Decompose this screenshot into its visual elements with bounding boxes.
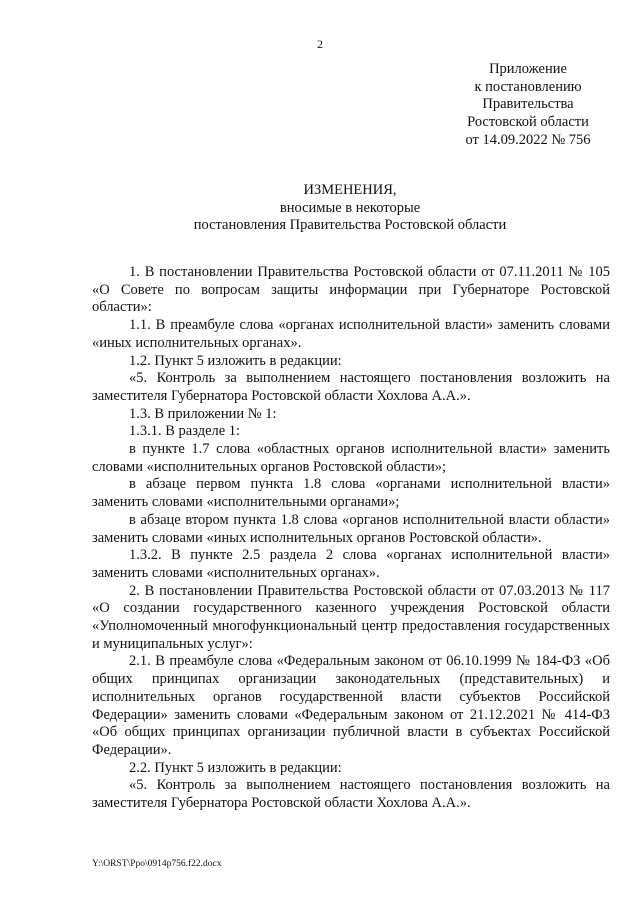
paragraph: 2.2. Пункт 5 изложить в редакции: — [129, 759, 342, 776]
paragraph: 1.3.2. В пункте 2.5 раздела 2 слова «органах исполнительной власти» заменить словами «исполнительных органах». — [92, 547, 610, 581]
paragraph: 2.1. В преамбуле слова «Федеральным законом от 06.10.1999 № 184-ФЗ «Об общих принципах организации законодательных (представительных) и исполнительных органов государственной власти субъектов Российской Федерации» заменить словами «Федеральным законом от 21.12.2021 № 414-ФЗ «Об общих принципах организации публичной власти в субъектах Российской Федерации». — [92, 653, 610, 758]
document-title: ИЗМЕНЕНИЯ, — [303, 182, 397, 198]
document-subtitle: вносимые в некоторые — [279, 199, 421, 216]
document-subtitle: постановления Правительства Ростовской области — [193, 217, 507, 234]
paragraph: 1.1. В преамбуле слова «органах исполнительной власти» заменить словами «иных исполнительных органах». — [92, 317, 610, 351]
appendix-line: Приложение — [489, 61, 567, 77]
paragraph: 1.3. В приложении № 1: — [129, 405, 277, 422]
appendix-line: к постановлению — [474, 78, 582, 95]
paragraph: в пункте 1.7 слова «областных органов исполнительной власти» заменить словами «исполнительных органов Ростовской области»; — [92, 441, 610, 475]
document-heading — [0, 182, 640, 235]
paragraph: 1.2. Пункт 5 изложить в редакции: — [129, 352, 342, 369]
appendix-block — [432, 61, 624, 150]
appendix-line: Правительства — [482, 96, 574, 113]
appendix-line: Ростовской области — [467, 114, 589, 131]
paragraph: «5. Контроль за выполнением настоящего постановления возложить на заместителя Губернатора Ростовской области Хохлова А.А.». — [92, 370, 610, 404]
paragraph: 1.3.1. В разделе 1: — [129, 423, 241, 440]
page-number: 2 — [317, 37, 323, 51]
appendix-line: от 14.09.2022 № 756 — [465, 131, 591, 148]
paragraph: 1. В постановлении Правительства Ростовской области от 07.11.2011 № 105 «О Совете по вопросам защиты информации при Губернаторе Ростовской области»: — [92, 264, 610, 316]
paragraph: 2. В постановлении Правительства Ростовской области от 07.03.2013 № 117 «О создании государственного казенного учреждения Ростовской области «Уполномоченный многофункциональный центр предоставления государственных и муниципальных услуг»: — [92, 582, 610, 652]
document-body — [92, 264, 610, 813]
paragraph: «5. Контроль за выполнением настоящего постановления возложить на заместителя Губернатора Ростовской области Хохлова А.А.». — [92, 777, 610, 812]
paragraph: в абзаце втором пункта 1.8 слова «органов исполнительной власти области» заменить словами «иных исполнительных органов Ростовской области». — [92, 511, 610, 546]
file-path-footer: Y:\ORST\Ppo\0914p756.f22.docx — [92, 859, 222, 869]
paragraph: в абзаце первом пункта 1.8 слова «органами исполнительной власти» заменить словами «исполнительными органами»; — [92, 476, 610, 511]
